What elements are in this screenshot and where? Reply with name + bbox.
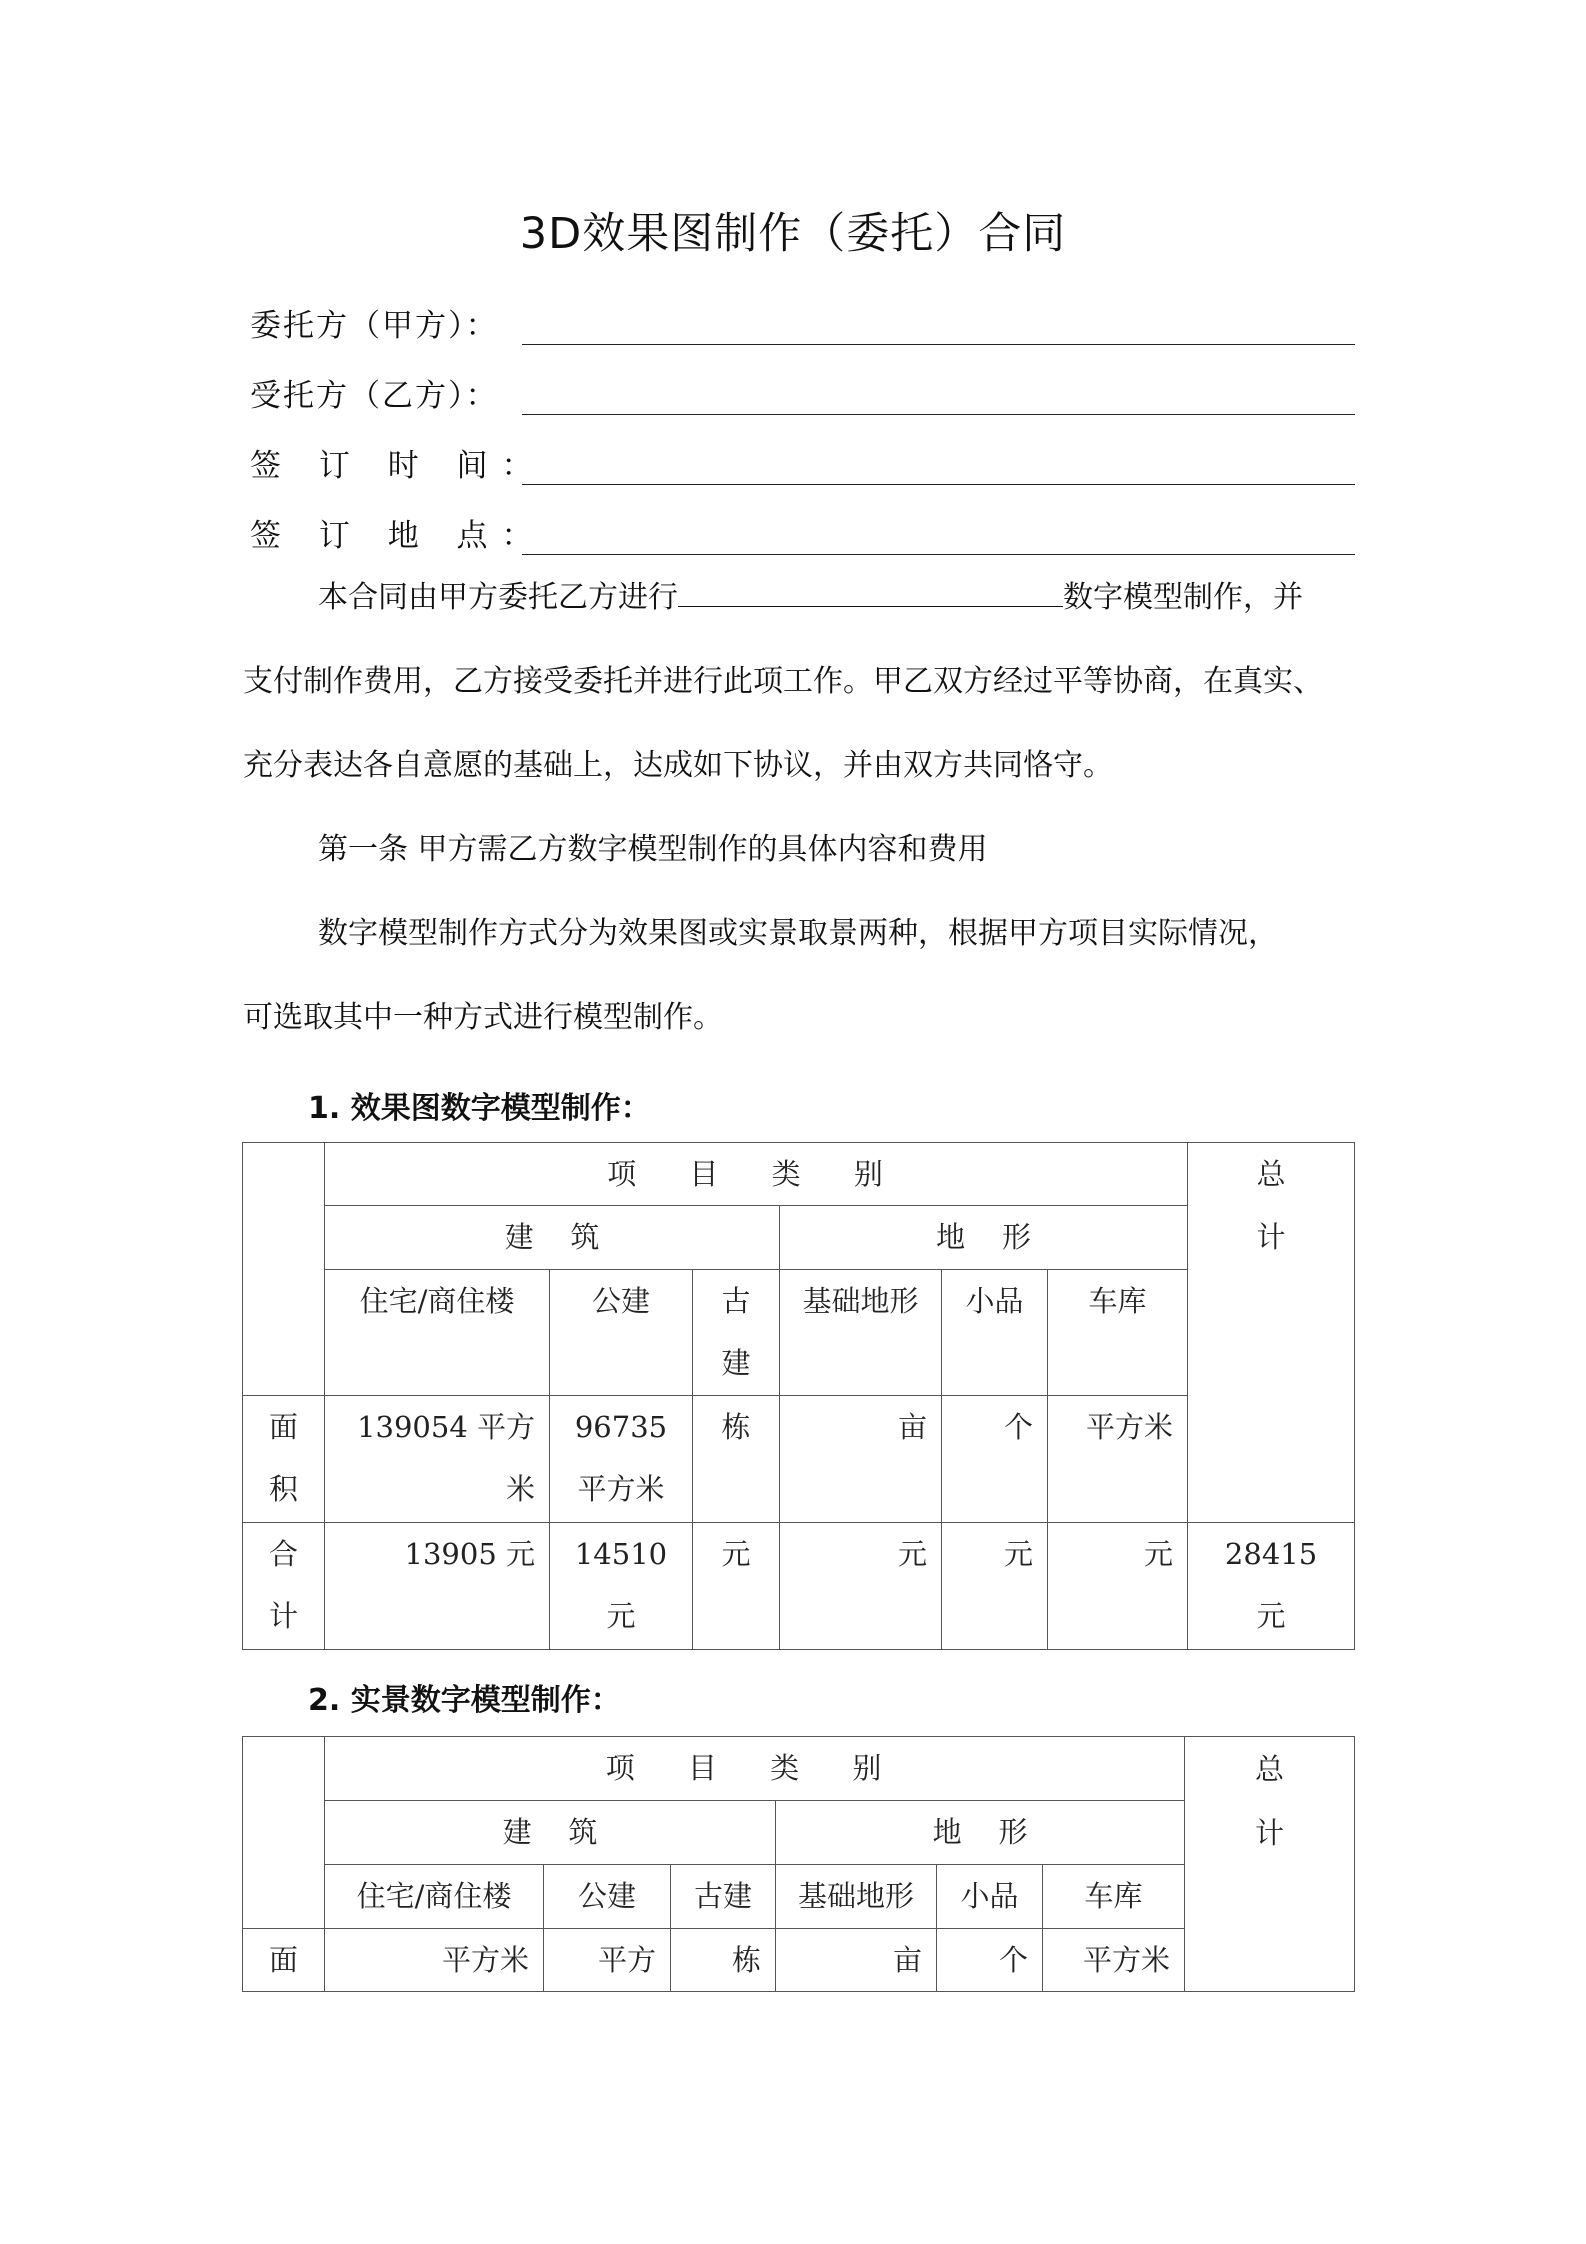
area-features: 个 bbox=[942, 1396, 1048, 1523]
field-sign-date bbox=[250, 440, 1350, 490]
col-ancient-header: 古 建 bbox=[693, 1270, 780, 1396]
intro-line-1-a: 本合同由甲方委托乙方进行 bbox=[318, 580, 678, 615]
field-contractor-label: 受托方（乙方）： bbox=[250, 378, 499, 414]
rendering-fee-table bbox=[242, 1142, 1355, 1650]
col-features-header: 小品 bbox=[942, 1270, 1048, 1396]
area-residential: 139054 平方 米 bbox=[325, 1396, 550, 1523]
sum-public: 14510 元 bbox=[550, 1523, 693, 1650]
intro-line-1-b: 数字模型制作，并 bbox=[1063, 580, 1303, 615]
col-residential-header: 住宅/商住楼 bbox=[325, 1270, 550, 1396]
group-terrain-header-2: 地 形 bbox=[776, 1801, 1185, 1865]
field-client-label: 委托方（甲方）： bbox=[250, 308, 499, 344]
area-ancient-2: 栋 bbox=[671, 1929, 776, 1992]
field-sign-date-label: 签 订 时 间： bbox=[250, 448, 547, 484]
table-2-corner-cell bbox=[243, 1737, 325, 1929]
article-1-heading: 第一条 甲方需乙方数字模型制作的具体内容和费用 bbox=[318, 832, 988, 867]
col-features-header-2: 小品 bbox=[937, 1865, 1043, 1929]
total-header: 总 计 bbox=[1188, 1143, 1355, 1523]
intro-line-2: 支付制作费用，乙方接受委托并进行此项工作。甲乙双方经过平等协商，在真实、 bbox=[243, 664, 1323, 699]
col-terrain-header: 基础地形 bbox=[780, 1270, 942, 1396]
area-public-2: 平方 bbox=[544, 1929, 671, 1992]
group-building-header-2: 建 筑 bbox=[325, 1801, 776, 1865]
area-garage-2: 平方米 bbox=[1043, 1929, 1185, 1992]
field-client-blank[interactable] bbox=[522, 344, 1355, 345]
category-header-2: 项 目 类 别 bbox=[325, 1737, 1185, 1801]
field-sign-date-blank[interactable] bbox=[522, 484, 1355, 485]
area-garage: 平方米 bbox=[1048, 1396, 1188, 1523]
intro-line-1 bbox=[318, 572, 1303, 616]
sum-residential: 13905 元 bbox=[325, 1523, 550, 1650]
col-public-header: 公建 bbox=[550, 1270, 693, 1396]
field-client bbox=[250, 300, 1350, 350]
col-terrain-header-2: 基础地形 bbox=[776, 1865, 937, 1929]
article-1-body-1: 数字模型制作方式分为效果图或实景取景两种，根据甲方项目实际情况， bbox=[318, 916, 1278, 951]
area-terrain: 亩 bbox=[780, 1396, 942, 1523]
col-ancient-header-2: 古建 bbox=[671, 1865, 776, 1929]
intro-line-3: 充分表达各自意愿的基础上，达成如下协议，并由双方共同恪守。 bbox=[243, 748, 1113, 783]
area-features-2: 个 bbox=[937, 1929, 1043, 1992]
area-terrain-2: 亩 bbox=[776, 1929, 937, 1992]
field-contractor bbox=[250, 370, 1350, 420]
col-public-header-2: 公建 bbox=[544, 1865, 671, 1929]
total-header-2: 总 计 bbox=[1185, 1737, 1355, 1992]
area-public: 96735 平方米 bbox=[550, 1396, 693, 1523]
sum-row-label: 合 计 bbox=[243, 1523, 325, 1650]
sum-ancient: 元 bbox=[693, 1523, 780, 1650]
article-1-body-2: 可选取其中一种方式进行模型制作。 bbox=[243, 1000, 723, 1035]
area-ancient: 栋 bbox=[693, 1396, 780, 1523]
col-garage-header-2: 车库 bbox=[1043, 1865, 1185, 1929]
sum-features: 元 bbox=[942, 1523, 1048, 1650]
sum-total: 28415 元 bbox=[1188, 1523, 1355, 1650]
area-residential-2: 平方米 bbox=[325, 1929, 544, 1992]
table-corner-cell bbox=[243, 1143, 325, 1396]
group-terrain-header: 地 形 bbox=[780, 1206, 1188, 1270]
section-1-heading: 1. 效果图数字模型制作： bbox=[308, 1091, 651, 1126]
area-row-label: 面 积 bbox=[243, 1396, 325, 1523]
col-garage-header: 车库 bbox=[1048, 1270, 1188, 1396]
field-contractor-blank[interactable] bbox=[522, 414, 1355, 415]
group-building-header: 建 筑 bbox=[325, 1206, 780, 1270]
intro-project-blank[interactable] bbox=[678, 574, 1063, 607]
field-sign-place bbox=[250, 510, 1350, 560]
section-2-heading: 2. 实景数字模型制作： bbox=[308, 1683, 621, 1718]
live-scene-fee-table bbox=[242, 1736, 1355, 1992]
col-residential-header-2: 住宅/商住楼 bbox=[325, 1865, 544, 1929]
document-title: 3D效果图制作（委托）合同 bbox=[519, 209, 1067, 259]
sum-garage: 元 bbox=[1048, 1523, 1188, 1650]
field-sign-place-label: 签 订 地 点： bbox=[250, 518, 547, 554]
field-sign-place-blank[interactable] bbox=[522, 554, 1355, 555]
category-header: 项 目 类 别 bbox=[325, 1143, 1188, 1206]
sum-terrain: 元 bbox=[780, 1523, 942, 1650]
area-row-label-2: 面 bbox=[243, 1929, 325, 1992]
